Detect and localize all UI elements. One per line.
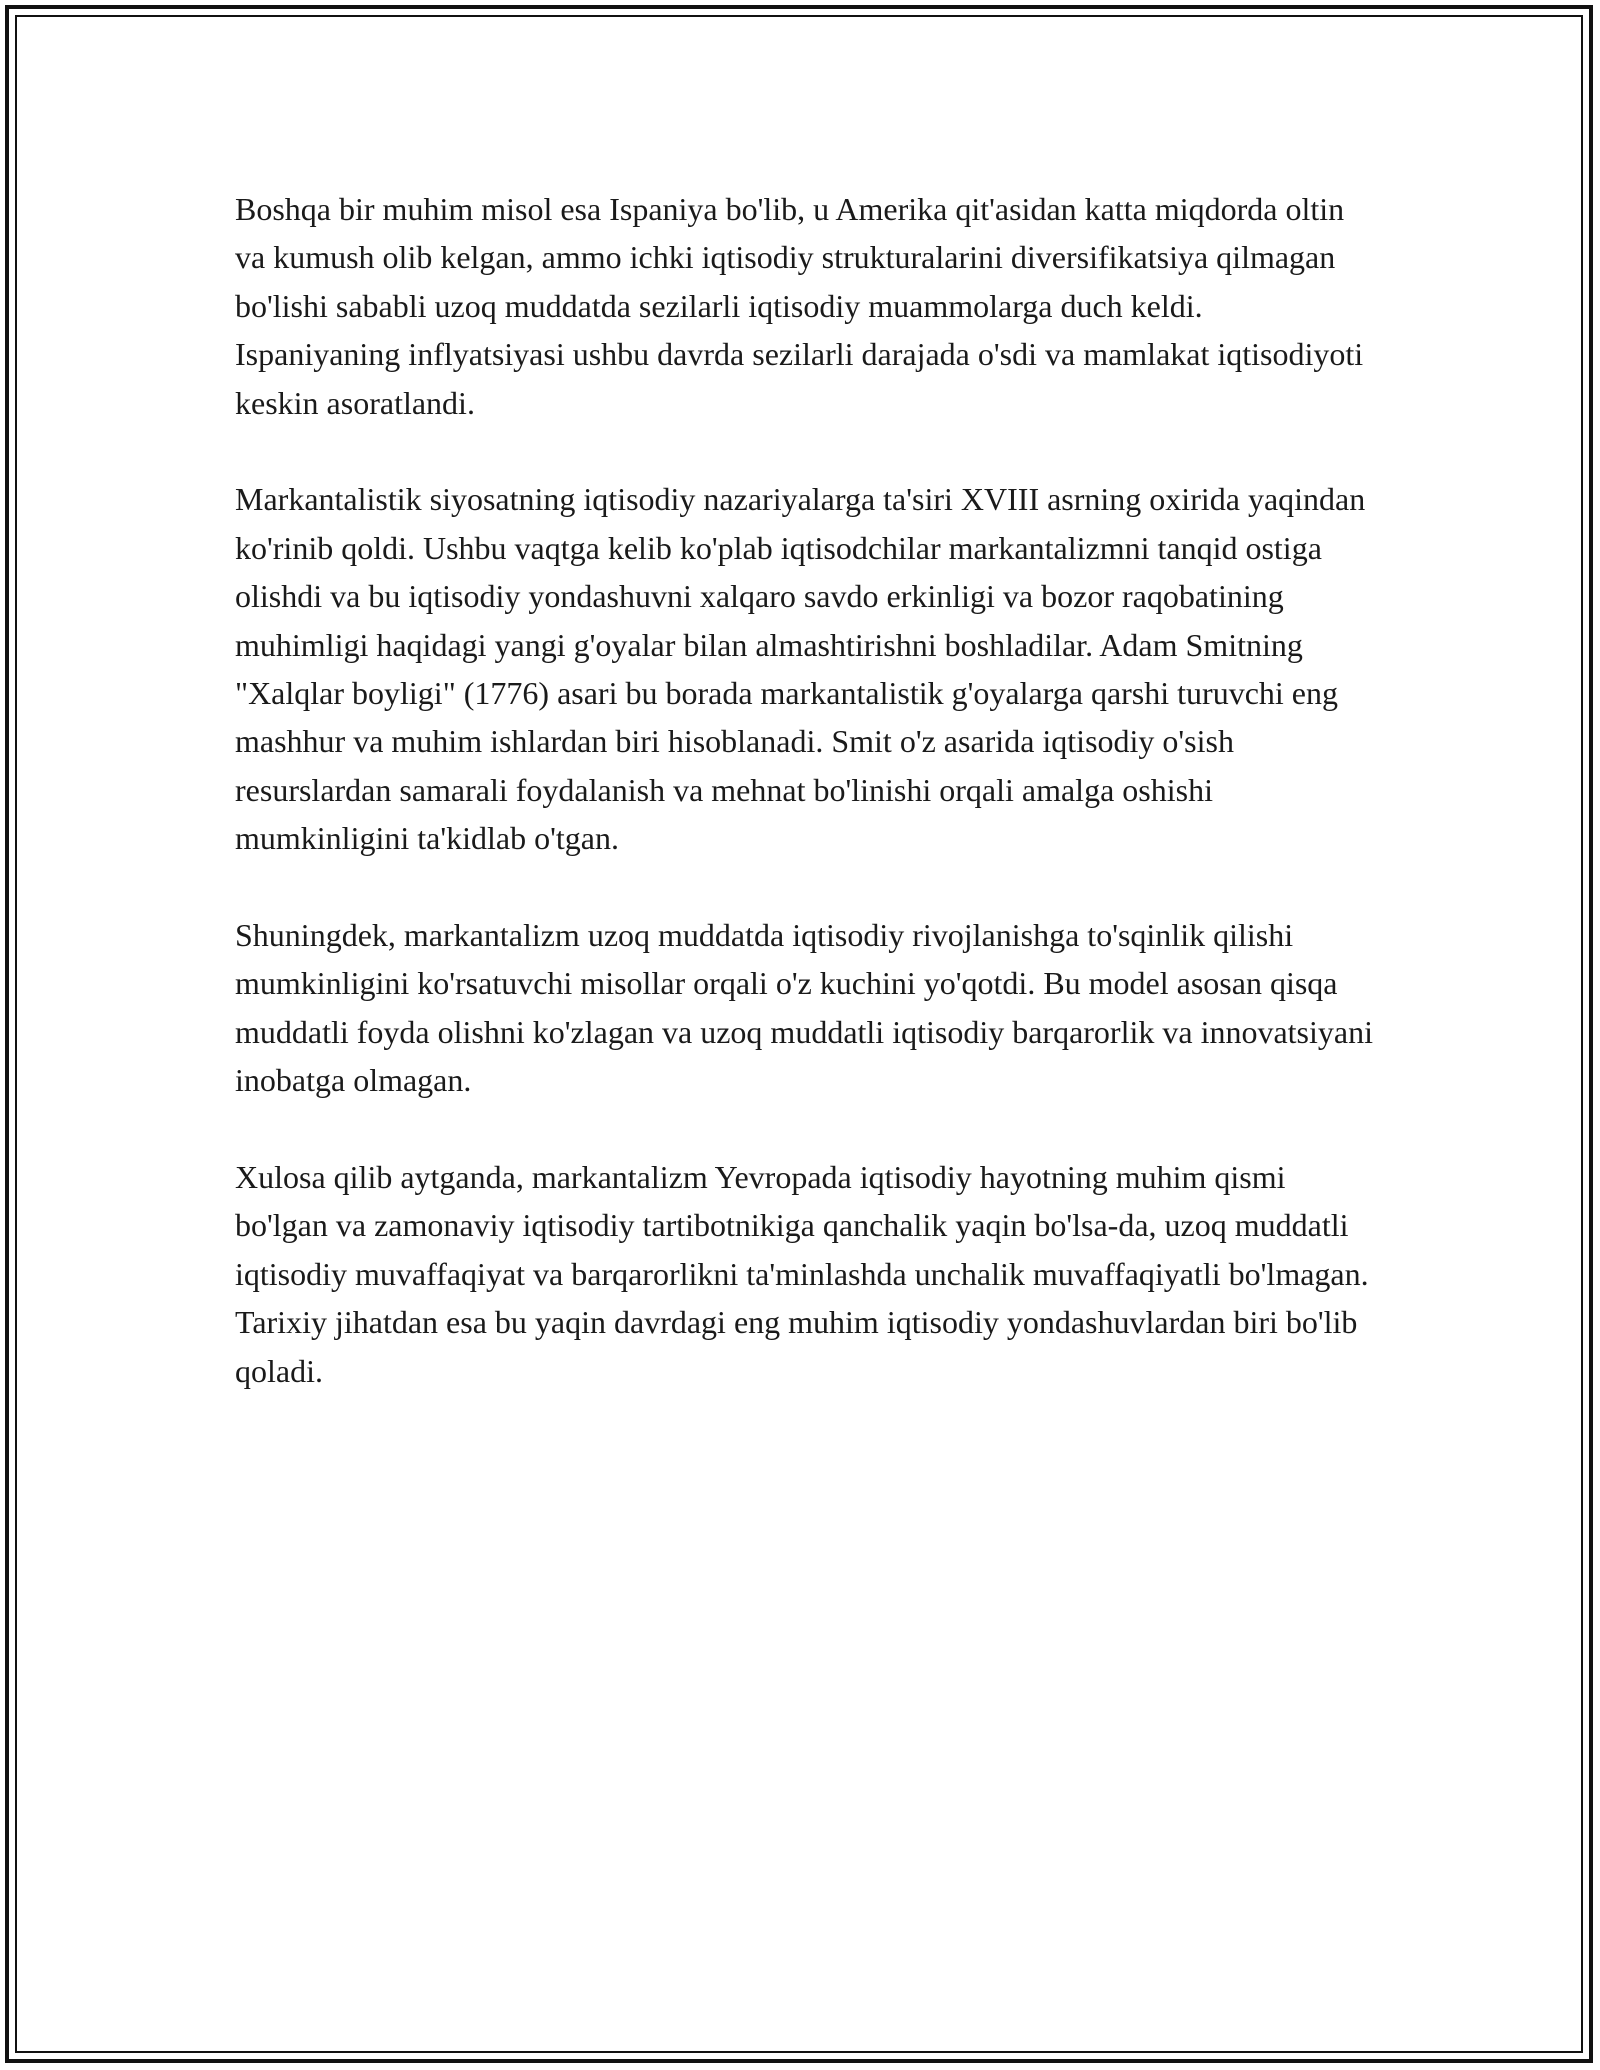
paragraph-2: Markantalistik siyosatning iqtisodiy nazariyalarga ta'siri XVIII asrning oxirida yaqindan ko'rinib qoldi. Ushbu vaqtga kelib ko'plab iqtisodchilar markantalizmni tanqid ostiga olishdi va bu iqtisodiy yondashuvni xalqaro savdo erkinligi va bozor raqobatining muhimligi haqidagi yangi g'oyalar bilan almashtirishni boshladilar. Adam Smitning "Xalqlar boyligi" (1776) asari bu borada markantalistik g'oyalarga qarshi turuvchi eng mashhur va muhim ishlardan biri hisoblanadi. Smit o'z asarida iqtisodiy o'sish resurslardan samarali foydalanish va mehnat bo'linishi orqali amalga oshishi mumkinligini ta'kidlab o'tgan. bbox=[235, 481, 1366, 857]
paragraph-4: Xulosa qilib aytganda, markantalizm Yevropada iqtisodiy hayotning muhim qismi bo'lgan va zamonaviy iqtisodiy tartibotnikiga qanchalik yaqin bo'lsa-da, uzoq muddatli iqtisodiy muvaffaqiyat va barqarorlikni ta'minlashda unchalik muvaffaqiyatli bo'lmagan. Tarixiy jihatdan esa bu yaqin davrdagi eng muhim iqtisodiy yondashuvlardan biri bo'lib qoladi. bbox=[235, 1159, 1369, 1389]
paragraph-1: Boshqa bir muhim misol esa Ispaniya bo'lib, u Amerika qit'asidan katta miqdorda oltin va kumush olib kelgan, ammo ichki iqtisodiy strukturalarini diversifikatsiya qilmagan bo'lishi sababli uzoq muddatda sezilarli iqtisodiy muammolarga duch keldi. Ispaniyaning inflyatsiyasi ushbu davrda sezilarli darajada o'sdi va mamlakat iqtisodiyoti keskin asoratlandi. bbox=[235, 191, 1364, 421]
paragraph-3: Shuningdek, markantalizm uzoq muddatda iqtisodiy rivojlanishga to'sqinlik qilishi mumkinligini ko'rsatuvchi misollar orqali o'z kuchini yo'qotdi. Bu model asosan qisqa muddatli foyda olishni ko'zlagan va uzoq muddatli iqtisodiy barqarorlik va innovatsiyani inobatga olmagan. bbox=[235, 917, 1373, 1099]
document-body bbox=[235, 185, 1375, 1444]
